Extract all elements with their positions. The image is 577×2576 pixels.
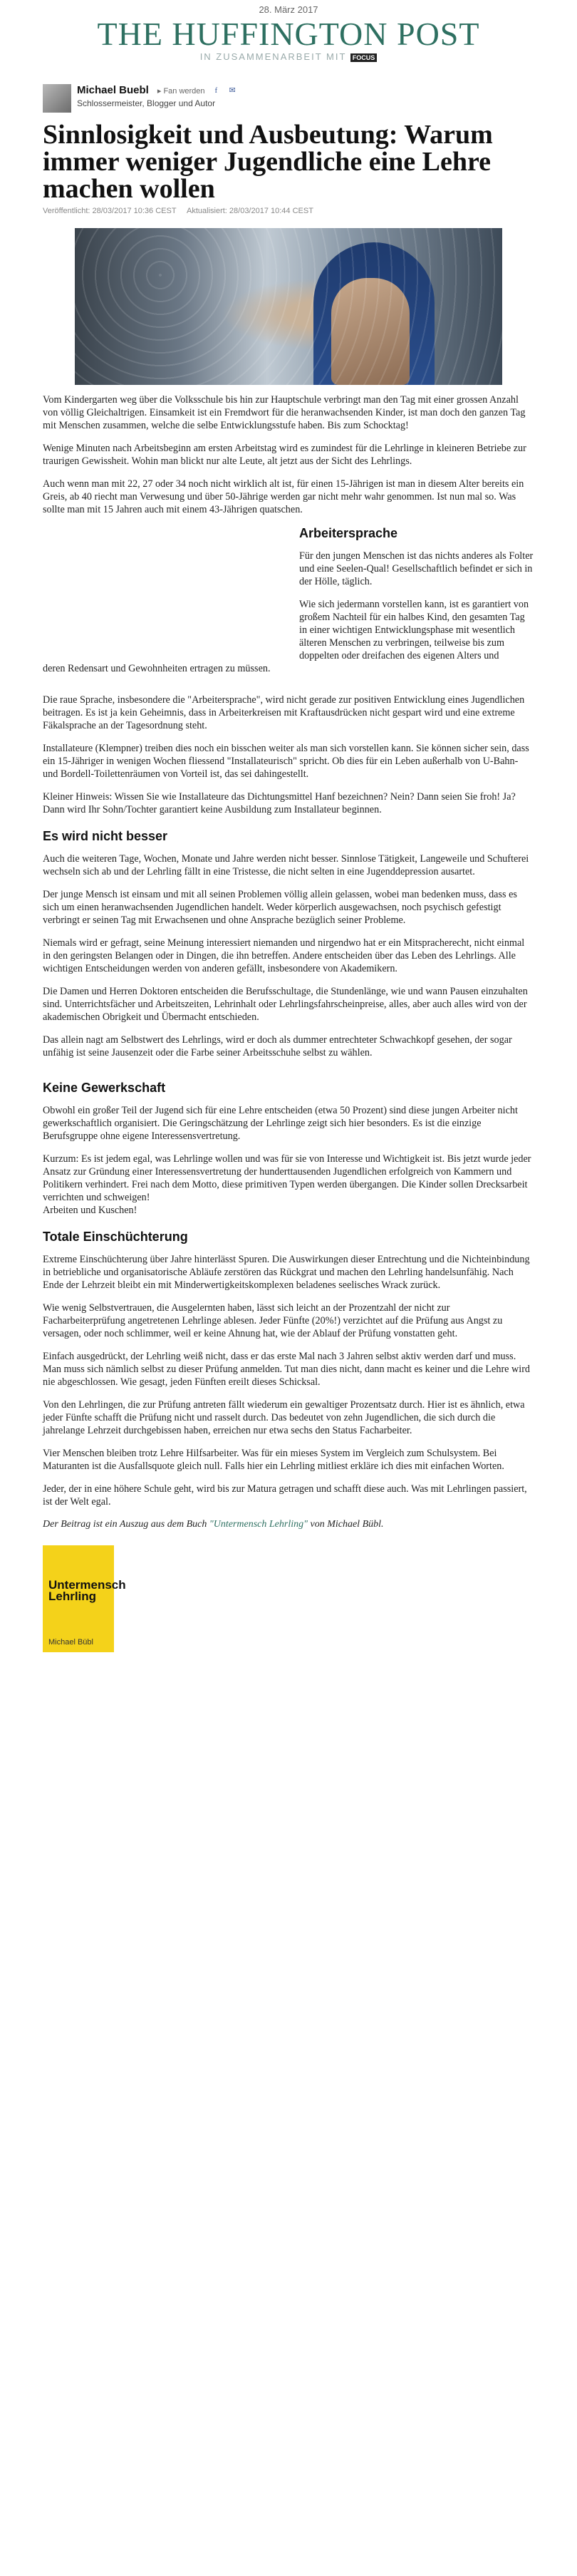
article-content	[43, 84, 534, 1652]
paragraph: deren Redensart und Gewohnheiten ertragen zu müssen.	[43, 663, 271, 674]
focus-logo[interactable]: FOCUS	[350, 53, 378, 62]
paragraph: Obwohl ein großer Teil der Jugend sich für eine Lehre entscheiden (etwa 50 Prozent) sind diese jungen Arbeiter nicht gewerkschaftlich organisiert. Die Geringschätzung der Lehrlinge zeigt sich hier besonders. Es ist die einzige Berufsgruppe ohne eigene Interessensvertretung.	[43, 1105, 518, 1142]
social-icons	[215, 86, 239, 95]
paragraph: Das allein nagt am Selbstwert des Lehrlings, wird er doch als dummer entrechteter Schwachkopf gesehen, der sogar unfähig ist seine Jausenzeit oder die Farbe seiner Arbeitsschuhe selbst zu wählen.	[43, 1034, 512, 1058]
author-box	[43, 84, 534, 118]
partner-line	[0, 51, 577, 64]
section-heading: Totale Einschüchterung	[43, 1230, 188, 1244]
paragraph: Wenige Minuten nach Arbeitsbeginn am ersten Arbeitstag wird es zumindest für die Lehrlinge in kleineren Betriebe zur traurigen Gewissheit. Wohin man blickt nur alte Leute, alt jetzt aus der Sicht des Lehrlings.	[43, 443, 526, 467]
note-suffix: von Michael Bübl.	[307, 1519, 384, 1530]
book-title: Untermensch Lehrling	[48, 1578, 126, 1603]
paragraph: Auch die weiteren Tage, Wochen, Monate und Jahre werden nicht besser. Sinnlose Tätigkeit, Langeweile und Schufterei wechseln sich ab und der Lehrling fällt in eine Tristesse, die nicht selten in eine Jugenddepression ausartet.	[43, 853, 529, 877]
page-title: Sinnlosigkeit und Ausbeutung: Warum immer weniger Jugendliche eine Lehre machen wollen	[43, 120, 493, 204]
paragraph: Einfach ausgedrückt, der Lehrling weiß nicht, dass er das erste Mal nach 3 Jahren selbst aktiv werden darf und muss. Man muss sich nämlich selbst zu dieser Prüfung anmelden. Tut man dies nicht, dann macht es keiner und die Lehre wird nie abgeschlossen. Wie gesagt, jeden Fünften ereilt dieses Schicksal.	[43, 1351, 531, 1388]
section-heading: Keine Gewerkschaft	[43, 1081, 166, 1095]
inset-block	[299, 526, 534, 662]
book-author: Michael Bübl	[48, 1638, 93, 1647]
paragraph: Die raue Sprache, insbesondere die "Arbeitersprache", wird nicht gerade zur positiven Entwicklung eines Jugendlichen beitragen. Es ist ja kein Geheimnis, dass in Arbeiterkreisen mit Kraftausdrücken nicht gespart wird und eine extreme Fäkalsprache an der Tagesordnung steht.	[43, 694, 525, 731]
source-note	[43, 1518, 534, 1531]
paragraph: Von den Lehrlingen, die zur Prüfung antreten fällt wiederum ein gewaltiger Prozentsatz durch. Hier ist es ähnlich, etwa jeder Fünfte schafft die Prüfung nicht und rasselt durch. Das bedeutet von zehn Jugendlichen, die sich durch die jahrelange Lehrzeit durchgebissen haben, erreichen nur etwa sechs den Status Facharbeiter.	[43, 1399, 525, 1436]
paragraph: Vier Menschen bleiben trotz Lehre Hilfsarbeiter. Was für ein mieses System im Vergleich zum Schulsystem. Bei Maturanten ist die Ausfallsquote gleich null. Falls hier ein Lehrling mitliest erkläre ich dies mit einfachen Worten.	[43, 1448, 504, 1472]
author-role: Schlossermeister, Blogger und Autor	[77, 98, 216, 108]
site-logo[interactable]: THE HUFFINGTON POST	[97, 16, 480, 52]
paragraph: Auch wenn man mit 22, 27 oder 34 noch nicht wirklich alt ist, für einen 15-Jährigen ist man in diesem Alter bereits ein Greis, ab 40 riecht man Verwesung und über 50-Jährige werden gar nicht mehr wahr genommen. Ist nun mal so. Was sollte man mit 15 Jahren auch mit einem 43-Jährigen quatschen.	[43, 478, 524, 515]
paragraph: Die Damen und Herren Doktoren entscheiden die Berufsschultage, die Stundenlänge, wie und wann Pausen einzuhalten sind. Unterrichtsfächer und Arbeitszeiten, Lehrinhalt oder Lehrlingsfahrscheinpreise, alles, aber auch alles wird von der akademischen Obrigkeit und Übermacht entschieden.	[43, 986, 528, 1023]
section-heading: Es wird nicht besser	[43, 829, 168, 843]
article-meta	[43, 207, 534, 215]
paragraph: Kleiner Hinweis: Wissen Sie wie Installateure das Dichtungsmittel Hanf bezeichnen? Nein? Dann seien Sie froh! Ja? Dann wird Ihr Sohn/Tochter garantiert keine Ausbildung zum Installateur beginnen.	[43, 791, 516, 815]
book-link[interactable]: "Untermensch Lehrling"	[209, 1519, 308, 1530]
note-prefix: Der Beitrag ist ein Auszug aus dem Buch	[43, 1519, 209, 1530]
paragraph: Wie sich jedermann vorstellen kann, ist es garantiert von großem Nachteil für ein halbes Kind, den gesamten Tag in einer wichtigen Entwicklungsphase mit wesentlich älteren Menschen zu verbringen, teilweise bis zum doppelten oder dreifachen des eigenen Alters und	[299, 599, 529, 661]
paragraph: Niemals wird er gefragt, seine Meinung interessiert niemanden und nirgendwo hat er ein Mitspracherecht, nicht einmal in den geringsten Belangen oder in Dingen, die ihn betreffen. Andere entscheiden über das Leben des Lehrlings. Alle wichtigen Entscheidungen werden von anderen gefällt, insbesondere von Akademikern.	[43, 937, 525, 974]
edition-date: 28. März 2017	[259, 4, 318, 15]
author-name[interactable]: Michael Buebl	[77, 84, 149, 96]
paragraph: Der junge Mensch ist einsam und mit all seinen Problemen völlig allein gelassen, wobei man bedenken muss, dass es sich um einen heranwachsenden Jugendlichen handelt. Weder körperlich ausgewachsen, noch psychisch gefestigt verbringt er seinen Tag mit Erwachsenen und ohne Ansprache bezüglich seiner Probleme.	[43, 889, 517, 926]
paragraph: Arbeiten und Kuschen!	[43, 1205, 137, 1216]
updated-date: Aktualisiert: 28/03/2017 10:44 CEST	[187, 207, 313, 215]
paragraph: Extreme Einschüchterung über Jahre hinterlässt Spuren. Die Auswirkungen dieser Entrechtung und die Nichteinbindung in betriebliche und organisatorische Abläufe zerstören das Rückgrat und machen den Lehrling handelsunfähig. Nach Ende der Lehrzeit bleibt ein mit Minderwertigkeitskomplexen beladenes seelisches Wrack zurück.	[43, 1254, 530, 1291]
published-date: Veröffentlicht: 28/03/2017 10:36 CEST	[43, 207, 177, 215]
email-icon[interactable]: ✉	[229, 86, 236, 96]
paragraph: Vom Kindergarten weg über die Volksschule bis hin zur Hauptschule verbringt man den Tag mit einer grossen Anzahl von völlig Gleichaltrigen. Einsamkeit ist ein Fremdwort für die heranwachsenden Kinder, ist man doch den ganzen Tag mit Menschen zusammen, welche die selbe Entwicklungsstufe haben. Bis zum Schocktag!	[43, 394, 526, 431]
paragraph: Kurzum: Es ist jedem egal, was Lehrlinge wollen und was für sie von Interesse und Wichtigkeit ist. Bis jetzt wurde jeder Ansatz zur Gründung einer Interessensvertretung der hunderttausenden Jugendlichen erfolgreich von Kammern und Politikern verhindert. Frei nach dem Motto, diese primitiven Typen werden übergangen. Die Kinder sollen Drecksarbeit verrichten und schweigen!	[43, 1153, 531, 1203]
raindrops-overlay	[75, 228, 502, 385]
book-cover[interactable]	[43, 1545, 126, 1652]
paragraph: Installateure (Klempner) treiben dies noch ein bisschen weiter als man sich vorstellen kann. Sie können sicher sein, dass ein 15-Jähriger in wenigen Wochen fliessend "Installateurisch" spricht. Ob dies für ein Leben außerhalb von U-Bahn- und Bordell-Toilettenräumen von Vorteil ist, das sei dahingestellt.	[43, 743, 529, 780]
partner-text: IN ZUSAMMENARBEIT MIT	[199, 51, 347, 62]
avatar[interactable]	[43, 84, 71, 113]
fan-label: Fan werden	[163, 87, 205, 96]
paragraph: Für den jungen Menschen ist das nichts anderes als Folter und eine Seelen-Qual! Gesellschaftlich befindet er sich in der Hölle, täglich.	[299, 550, 534, 587]
fan-button[interactable]: ▸ Fan werden	[157, 87, 205, 96]
paragraph: Wie wenig Selbstvertrauen, die Ausgelernten haben, lässt sich leicht an der Prozentzahl der nicht zur Facharbeiterprüfung angetretenen Lehrlinge ablesen. Jeder Fünfte (20%!) verzichtet auf die Prüfung aus Angst zu versagen, oder noch schlimmer, weil er keine Ahnung hat, wie der Ablauf der Prüfung vonstatten geht.	[43, 1302, 503, 1339]
facebook-icon[interactable]: f	[214, 86, 218, 96]
hero-image	[75, 228, 502, 385]
section-heading: Arbeitersprache	[299, 526, 398, 540]
paragraph: Jeder, der in eine höhere Schule geht, wird bis zur Matura getragen und schafft diese auch. Was mit Lehrlingen passiert, ist der Welt egal.	[43, 1483, 527, 1508]
